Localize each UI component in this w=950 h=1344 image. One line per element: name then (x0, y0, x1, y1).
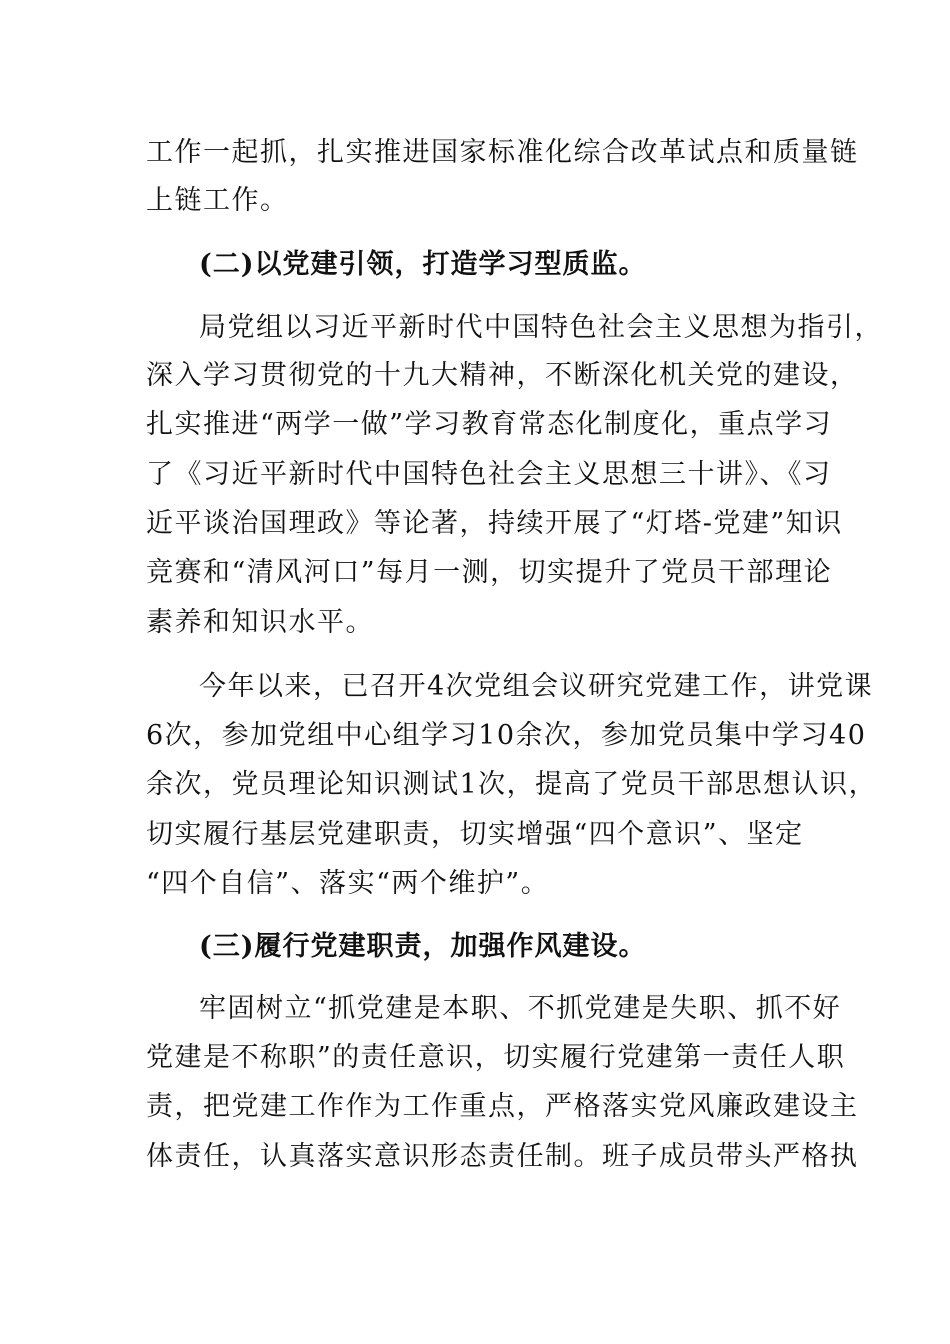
body-text-line: 责，把党建工作作为工作重点，严格落实党风廉政建设主 (146, 1091, 859, 1122)
body-text-line: “四个自信”、落实“两个维护”。 (146, 868, 550, 899)
body-text-line: 了《习近平新时代中国特色社会主义思想三十讲》、《习 (146, 459, 832, 490)
body-text-line: 上链工作。 (146, 185, 289, 216)
body-text-line: 扎实推进“两学一做”学习教育常态化制度化，重点学习 (146, 409, 833, 440)
body-text-line: 余次，党员理论知识测试1次，提高了党员干部思想认识， (146, 769, 878, 800)
body-text-line: 素养和知识水平。 (146, 607, 374, 638)
body-text-line: 工作一起抓，扎实推进国家标准化综合改革试点和质量链 (146, 137, 859, 168)
body-text-line: 竞赛和“清风河口”每月一测，切实提升了党员干部理论 (146, 557, 833, 588)
body-text-line: 体责任，认真落实意识形态责任制。班子成员带头严格执 (146, 1141, 859, 1172)
body-text-line: 今年以来，已召开4次党组会议研究党建工作，讲党课 (199, 671, 874, 702)
body-text-line: 局党组以习近平新时代中国特色社会主义思想为指引， (199, 312, 883, 343)
body-text-line: 党建是不称职”的责任意识，切实履行党建第一责任人职 (146, 1042, 846, 1073)
body-text-line: 6次，参加党组中心组学习10余次，参加党员集中学习40 (146, 720, 867, 751)
section-heading: (三)履行党建职责，加强作风建设。 (199, 931, 647, 962)
section-heading: (二)以党建引领，打造学习型质监。 (199, 249, 647, 280)
body-text-line: 深入学习贯彻党的十九大精神，不断深化机关党的建设， (146, 360, 859, 391)
body-text-line: 牢固树立“抓党建是本职、不抓党建是失职、抓不好 (199, 993, 842, 1024)
body-text-line: 切实履行基层党建职责，切实增强“四个意识”、坚定 (146, 819, 804, 850)
body-text-line: 近平谈治国理政》等论著，持续开展了“灯塔-党建”知识 (146, 508, 843, 539)
